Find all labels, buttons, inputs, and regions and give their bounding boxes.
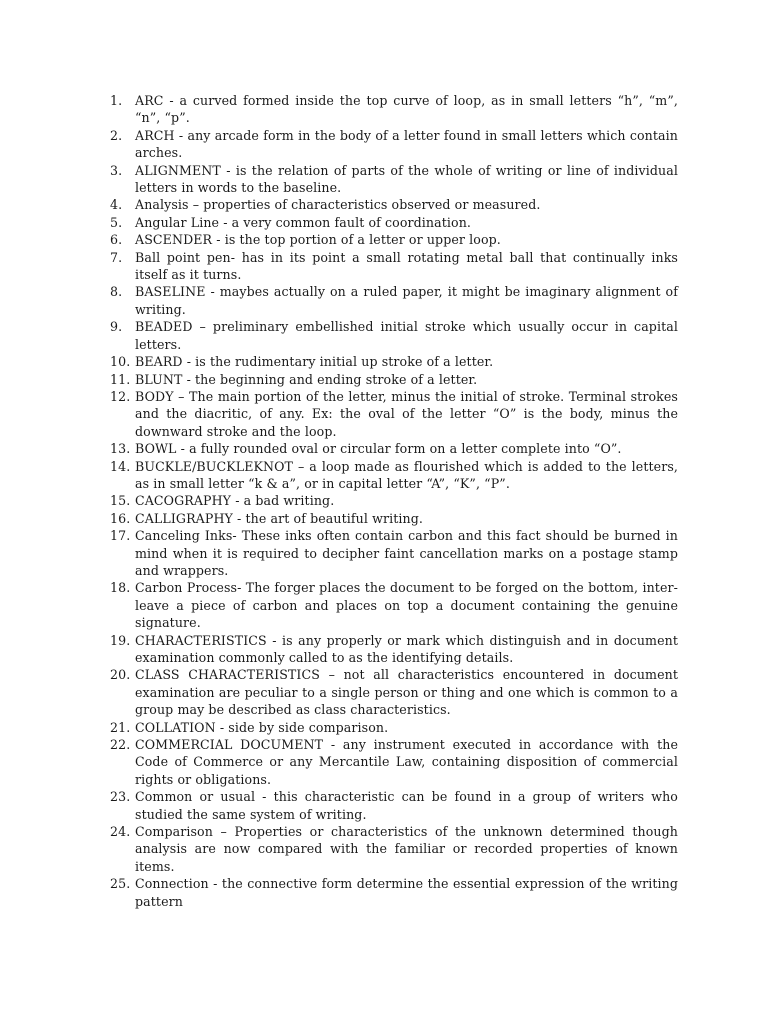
- item-text: ASCENDER - is the top portion of a letter or upper loop.: [135, 232, 501, 248]
- item-text: ARCH - any arcade form in the body of a letter found in small letters which contain arches.: [135, 127, 678, 161]
- item-text: Analysis – properties of characteristics observed or measured.: [135, 197, 541, 213]
- list-item: [110, 249, 678, 284]
- item-number: 22.: [110, 737, 131, 753]
- list-item: [110, 527, 678, 579]
- item-number: 8.: [110, 284, 123, 300]
- list-item: [110, 92, 678, 127]
- list-item: [110, 353, 678, 370]
- item-text: BEADED – preliminary embellished initial stroke which usually occur in capital letters.: [135, 319, 678, 352]
- item-number: 24.: [110, 824, 131, 840]
- item-number: 4.: [110, 197, 123, 213]
- item-text: ARC - a curved formed inside the top curve of loop, as in small letters “h”, “m”, “n”, “p”.: [135, 93, 678, 126]
- item-text: Angular Line - a very common fault of coordination.: [135, 214, 472, 230]
- item-number: 20.: [110, 667, 131, 683]
- list-item: [110, 823, 678, 875]
- item-text: BASELINE - maybes actually on a ruled paper, it might be imaginary alignment of writing.: [135, 284, 678, 317]
- item-number: 17.: [110, 528, 131, 544]
- list-item: [110, 196, 678, 213]
- item-number: 10.: [110, 354, 131, 370]
- item-text: CALLIGRAPHY - the art of beautiful writing.: [135, 510, 423, 526]
- item-text: Canceling Inks- These inks often contain carbon and this fact should be burned in mind when it is required to decipher faint cancellation marks on a postage stamp and wrappers.: [135, 528, 678, 578]
- list-item: [110, 283, 678, 318]
- list-item: [110, 510, 678, 527]
- list-item: [110, 214, 678, 231]
- item-number: 13.: [110, 441, 131, 457]
- item-number: 16.: [110, 510, 131, 526]
- list-item: [110, 458, 678, 493]
- item-text: BEARD - is the rudimentary initial up stroke of a letter.: [135, 354, 494, 370]
- item-text: BLUNT - the beginning and ending stroke of a letter.: [135, 371, 478, 387]
- item-text: ALIGNMENT - is the relation of parts of the whole of writing or line of individual letters in words to the baseline.: [135, 162, 678, 196]
- item-number: 25.: [110, 876, 131, 892]
- item-number: 7.: [110, 249, 123, 265]
- item-text: Common or usual - this characteristic can be found in a group of writers who studied the same system of writing.: [135, 789, 678, 822]
- list-item: [110, 666, 678, 718]
- item-text: BODY – The main portion of the letter, minus the initial of stroke. Terminal strokes and the diacritic, of any. Ex: the oval of the letter “O” is the body, minus the downward stroke and the loop.: [135, 388, 678, 439]
- glossary-list: [110, 92, 678, 910]
- item-number: 14.: [110, 458, 131, 474]
- list-item: [110, 579, 678, 631]
- item-text: COMMERCIAL DOCUMENT - any instrument executed in accordance with the Code of Commerce or any Mercantile Law, containing disposition of commercial rights or obligations.: [135, 737, 678, 787]
- list-item: [110, 162, 678, 197]
- item-text: BOWL - a fully rounded oval or circular form on a letter complete into “O”.: [135, 441, 622, 457]
- list-item: [110, 788, 678, 823]
- item-number: 2.: [110, 127, 123, 143]
- item-number: 9.: [110, 319, 123, 335]
- list-item: [110, 736, 678, 788]
- item-number: 11.: [110, 371, 131, 387]
- item-number: 1.: [110, 93, 123, 108]
- list-item: [110, 231, 678, 248]
- list-item: [110, 388, 678, 440]
- item-number: 18.: [110, 580, 131, 596]
- item-text: Connection - the connective form determine the essential expression of the writing pattern: [135, 876, 678, 909]
- item-text: CACOGRAPHY - a bad writing.: [135, 493, 335, 509]
- item-text: Comparison – Properties or characteristics of the unknown determined though analysis are now compared with the familiar or recorded properties of known items.: [135, 824, 678, 874]
- item-text: CHARACTERISTICS - is any properly or mark which distinguish and in document examination commonly called to as the identifying details.: [135, 632, 678, 665]
- item-text: COLLATION - side by side comparison.: [135, 719, 389, 735]
- list-item: [110, 632, 678, 667]
- item-number: 12.: [110, 388, 131, 404]
- list-item: [110, 371, 678, 388]
- item-text: Carbon Process- The forger places the document to be forged on the bottom, inter-leave a piece of carbon and places on top a document containing the genuine signature.: [135, 580, 678, 631]
- item-number: 5.: [110, 214, 123, 230]
- item-text: BUCKLE/BUCKLEKNOT – a loop made as flourished which is added to the letters, as in small letter “k & a”, or in capital letter “A”, “K”, “P”.: [135, 458, 678, 491]
- item-number: 21.: [110, 719, 131, 735]
- item-text: Ball point pen- has in its point a small rotating metal ball that continually inks itself as it turns.: [135, 249, 678, 283]
- list-item: [110, 492, 678, 509]
- list-item: [110, 440, 678, 457]
- list-item: [110, 127, 678, 162]
- list-item: [110, 875, 678, 910]
- item-number: 6.: [110, 232, 123, 248]
- item-number: 23.: [110, 789, 131, 805]
- item-number: 15.: [110, 493, 131, 509]
- item-number: 19.: [110, 632, 131, 648]
- list-item: [110, 719, 678, 736]
- item-text: CLASS CHARACTERISTICS – not all characteristics encountered in document examination are peculiar to a single person or thing and one which is common to a group may be described as class characteristics.: [135, 667, 678, 718]
- item-number: 3.: [110, 162, 123, 178]
- list-item: [110, 318, 678, 353]
